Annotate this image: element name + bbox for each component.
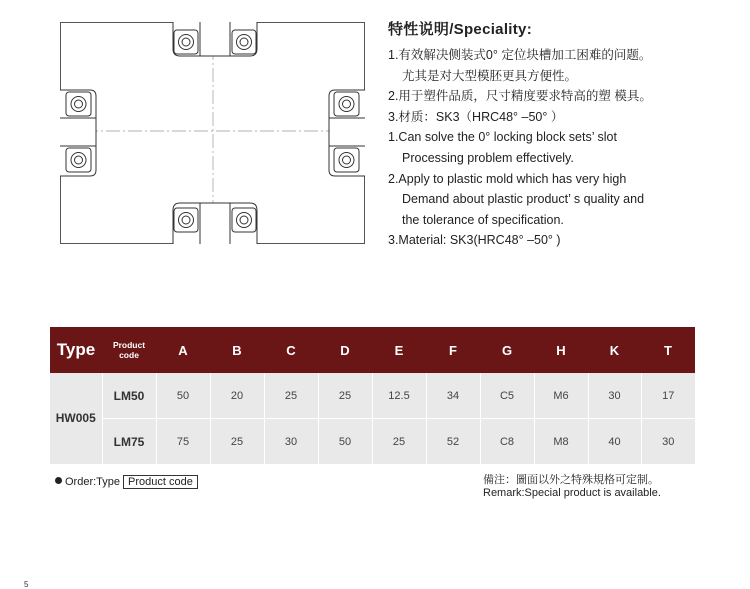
page-number: 5: [24, 580, 29, 589]
value-cell: 75: [156, 419, 210, 465]
right-locking-block: [329, 90, 365, 176]
order-label: Order:Type: [65, 476, 121, 488]
table-row: [50, 419, 695, 465]
left-locking-block: [60, 90, 96, 176]
speciality-title: 特性说明/Speciality:: [388, 21, 532, 38]
header-cell: K: [588, 327, 641, 373]
speciality-line: 尤其是对大型模胚更具方便性。: [402, 68, 578, 83]
mold-plate-drawing: [60, 22, 365, 244]
value-cell: 20: [210, 373, 264, 419]
order-product-code-box: Product code: [123, 475, 198, 489]
table-row: [50, 373, 695, 419]
header-cell-type: Type: [50, 327, 102, 373]
header-cell: D: [318, 327, 372, 373]
header-cell: B: [210, 327, 264, 373]
speciality-line: 3.Material: SK3(HRC48° –50° ): [388, 233, 561, 248]
speciality-line: 2.用于塑件品质，尺寸精度要求特高的塑 模具。: [388, 89, 652, 104]
speciality-line: 1.有效解决侧装式0° 定位块槽加工困难的问题。: [388, 48, 652, 62]
order-format: [55, 476, 198, 488]
remark-en: Remark:Special product is available.: [483, 487, 661, 499]
header-cell-product-code: Product code: [102, 327, 156, 373]
header-cell: T: [641, 327, 695, 373]
header-cell: A: [156, 327, 210, 373]
header-cell: H: [534, 327, 588, 373]
value-cell: 12.5: [372, 373, 426, 419]
table-header-row: [50, 327, 695, 373]
model-cell: HW005: [50, 373, 102, 464]
header-cell: G: [480, 327, 534, 373]
bullet-icon: [55, 477, 62, 484]
value-cell: 17: [641, 373, 695, 419]
value-cell: 25: [318, 373, 372, 419]
value-cell: 50: [318, 419, 372, 465]
speciality-line: the tolerance of specification.: [402, 212, 564, 227]
value-cell: 40: [588, 419, 641, 465]
value-cell: C8: [480, 419, 534, 465]
top-locking-block: [173, 22, 257, 56]
value-cell: M8: [534, 419, 588, 465]
value-cell: 50: [156, 373, 210, 419]
value-cell: 30: [641, 419, 695, 465]
value-cell: M6: [534, 373, 588, 419]
bottom-locking-block: [173, 203, 257, 244]
remark-cn: 備注：圖面以外之特殊規格可定制。: [483, 474, 659, 486]
value-cell: 34: [426, 373, 480, 419]
value-cell: 25: [372, 419, 426, 465]
remark: [483, 474, 661, 500]
speciality-section: [388, 18, 728, 251]
speciality-line: 1.Can solve the 0° locking block sets’ slot: [388, 130, 617, 145]
value-cell: 52: [426, 419, 480, 465]
header-cell: E: [372, 327, 426, 373]
value-cell: 30: [588, 373, 641, 419]
header-cell: F: [426, 327, 480, 373]
value-cell: C5: [480, 373, 534, 419]
value-cell: 25: [264, 373, 318, 419]
speciality-line: 2.Apply to plastic mold which has very high: [388, 171, 627, 186]
product-code-cell: LM50: [102, 373, 156, 419]
value-cell: 25: [210, 419, 264, 465]
speciality-line: Processing problem effectively.: [402, 150, 574, 165]
speciality-line: 3.材质：SK3（HRC48° –50° ）: [388, 109, 564, 124]
header-cell: C: [264, 327, 318, 373]
dimension-table: [50, 327, 695, 465]
value-cell: 30: [264, 419, 318, 465]
speciality-line: Demand about plastic product’ s quality and: [402, 192, 645, 207]
product-code-cell: LM75: [102, 419, 156, 465]
